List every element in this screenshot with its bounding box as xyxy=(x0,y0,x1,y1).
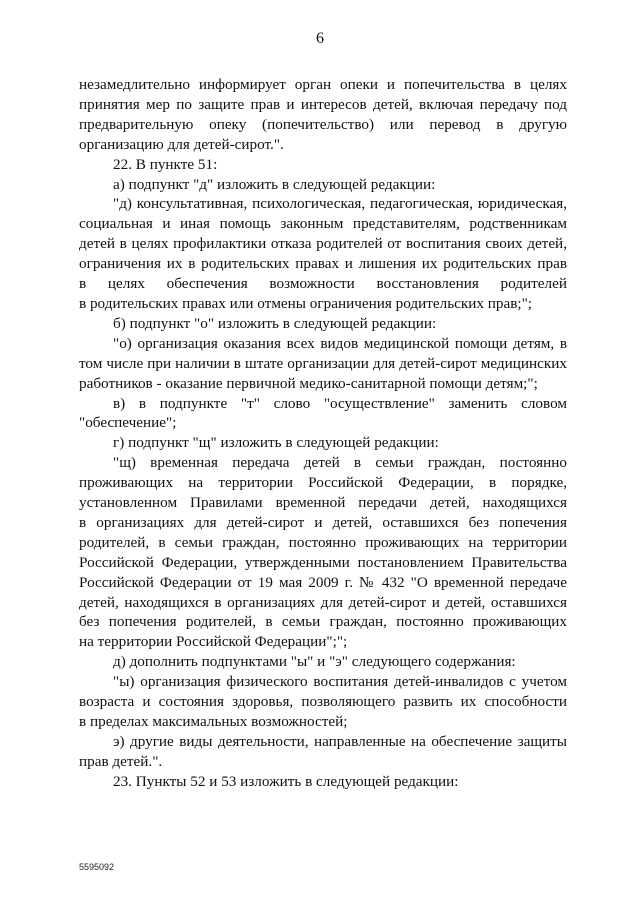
body-line: прав детей.". xyxy=(79,752,163,770)
body-line: "д) консультативная, психологическая, педагогическая, юридическая, xyxy=(113,195,567,213)
item-22-heading: 22. В пункте 51: xyxy=(113,155,218,173)
body-line: установленном Правилами временной передачи детей, находящихся xyxy=(79,494,567,512)
body-line: родителей, в семьи граждан, постоянно проживающих на территории xyxy=(79,533,567,551)
body-line: без попечения родителей, в семьи граждан, постоянно проживающих xyxy=(79,613,567,631)
body-line: "ы) организация физического воспитания детей-инвалидов с учетом xyxy=(113,673,567,691)
body-line: работников - оказание первичной медико-санитарной помощи детям;"; xyxy=(79,374,538,392)
body-line: возраста и состояния здоровья, позволяющего развить их способности xyxy=(79,693,567,711)
body-line: проживающих на территории Российской Федерации, в порядке, xyxy=(79,474,567,492)
subitem-b-line: б) подпункт "о" изложить в следующей редакции: xyxy=(113,314,437,332)
subitem-a-line: а) подпункт "д" изложить в следующей редакции: xyxy=(113,175,436,193)
body-line: организацию для детей-сирот.". xyxy=(79,135,284,153)
body-line: в организациях для детей-сирот и детей, оставшихся без попечения xyxy=(79,513,567,531)
body-line: "щ) временная передача детей в семьи граждан, постоянно xyxy=(113,454,567,472)
body-line: на территории Российской Федерации";"; xyxy=(79,633,348,651)
page-number: 6 xyxy=(316,30,324,47)
body-line: предварительную опеку (попечительство) или перевод в другую xyxy=(79,115,567,133)
body-line: ограничения их в родительских правах и лишения их родительских прав xyxy=(79,255,567,273)
body-line: "о) организация оказания всех видов медицинской помощи детям, в xyxy=(113,334,567,352)
body-line: э) другие виды деятельности, направленные на обеспечение защиты xyxy=(113,732,567,750)
body-line: в целях обеспечения возможности восстановления родителей xyxy=(79,275,567,293)
body-line: незамедлительно информирует орган опеки и попечительства в целях xyxy=(79,76,567,93)
item-23-heading: 23. Пункты 52 и 53 изложить в следующей редакции: xyxy=(113,772,459,790)
subitem-d-line: д) дополнить подпунктами "ы" и "э" следующего содержания: xyxy=(113,653,516,671)
subitem-g-line: г) подпункт "щ" изложить в следующей редакции: xyxy=(113,434,439,452)
body-line: в родительских правах или отмены ограничения родительских прав;"; xyxy=(79,294,533,312)
body-line: "обеспечение"; xyxy=(79,414,177,432)
body-line: социальная и иная помощь законным представителям, родственникам xyxy=(79,215,567,233)
body-line: в пределах максимальных возможностей; xyxy=(79,713,348,730)
body-line: детей в целях профилактики отказа родителей от воспитания своих детей, xyxy=(79,235,567,253)
document-code: 5595092 xyxy=(79,862,115,872)
body-line: том числе при наличии в штате организации для детей-сирот медицинских xyxy=(79,354,567,372)
body-line: Российской Федерации, утвержденными постановлением Правительства xyxy=(79,553,567,571)
body-line: Российской Федерации от 19 мая 2009 г. № 432 "О временной передаче xyxy=(79,573,567,591)
document-body xyxy=(79,75,567,792)
body-line: принятия мер по защите прав и интересов детей, включая передачу под xyxy=(79,95,567,113)
subitem-v-line: в) в подпункте "т" слово "осуществление" заменить словом xyxy=(113,394,567,412)
body-line: детей, находящихся в организациях для детей-сирот и детей, оставшихся xyxy=(79,593,567,611)
